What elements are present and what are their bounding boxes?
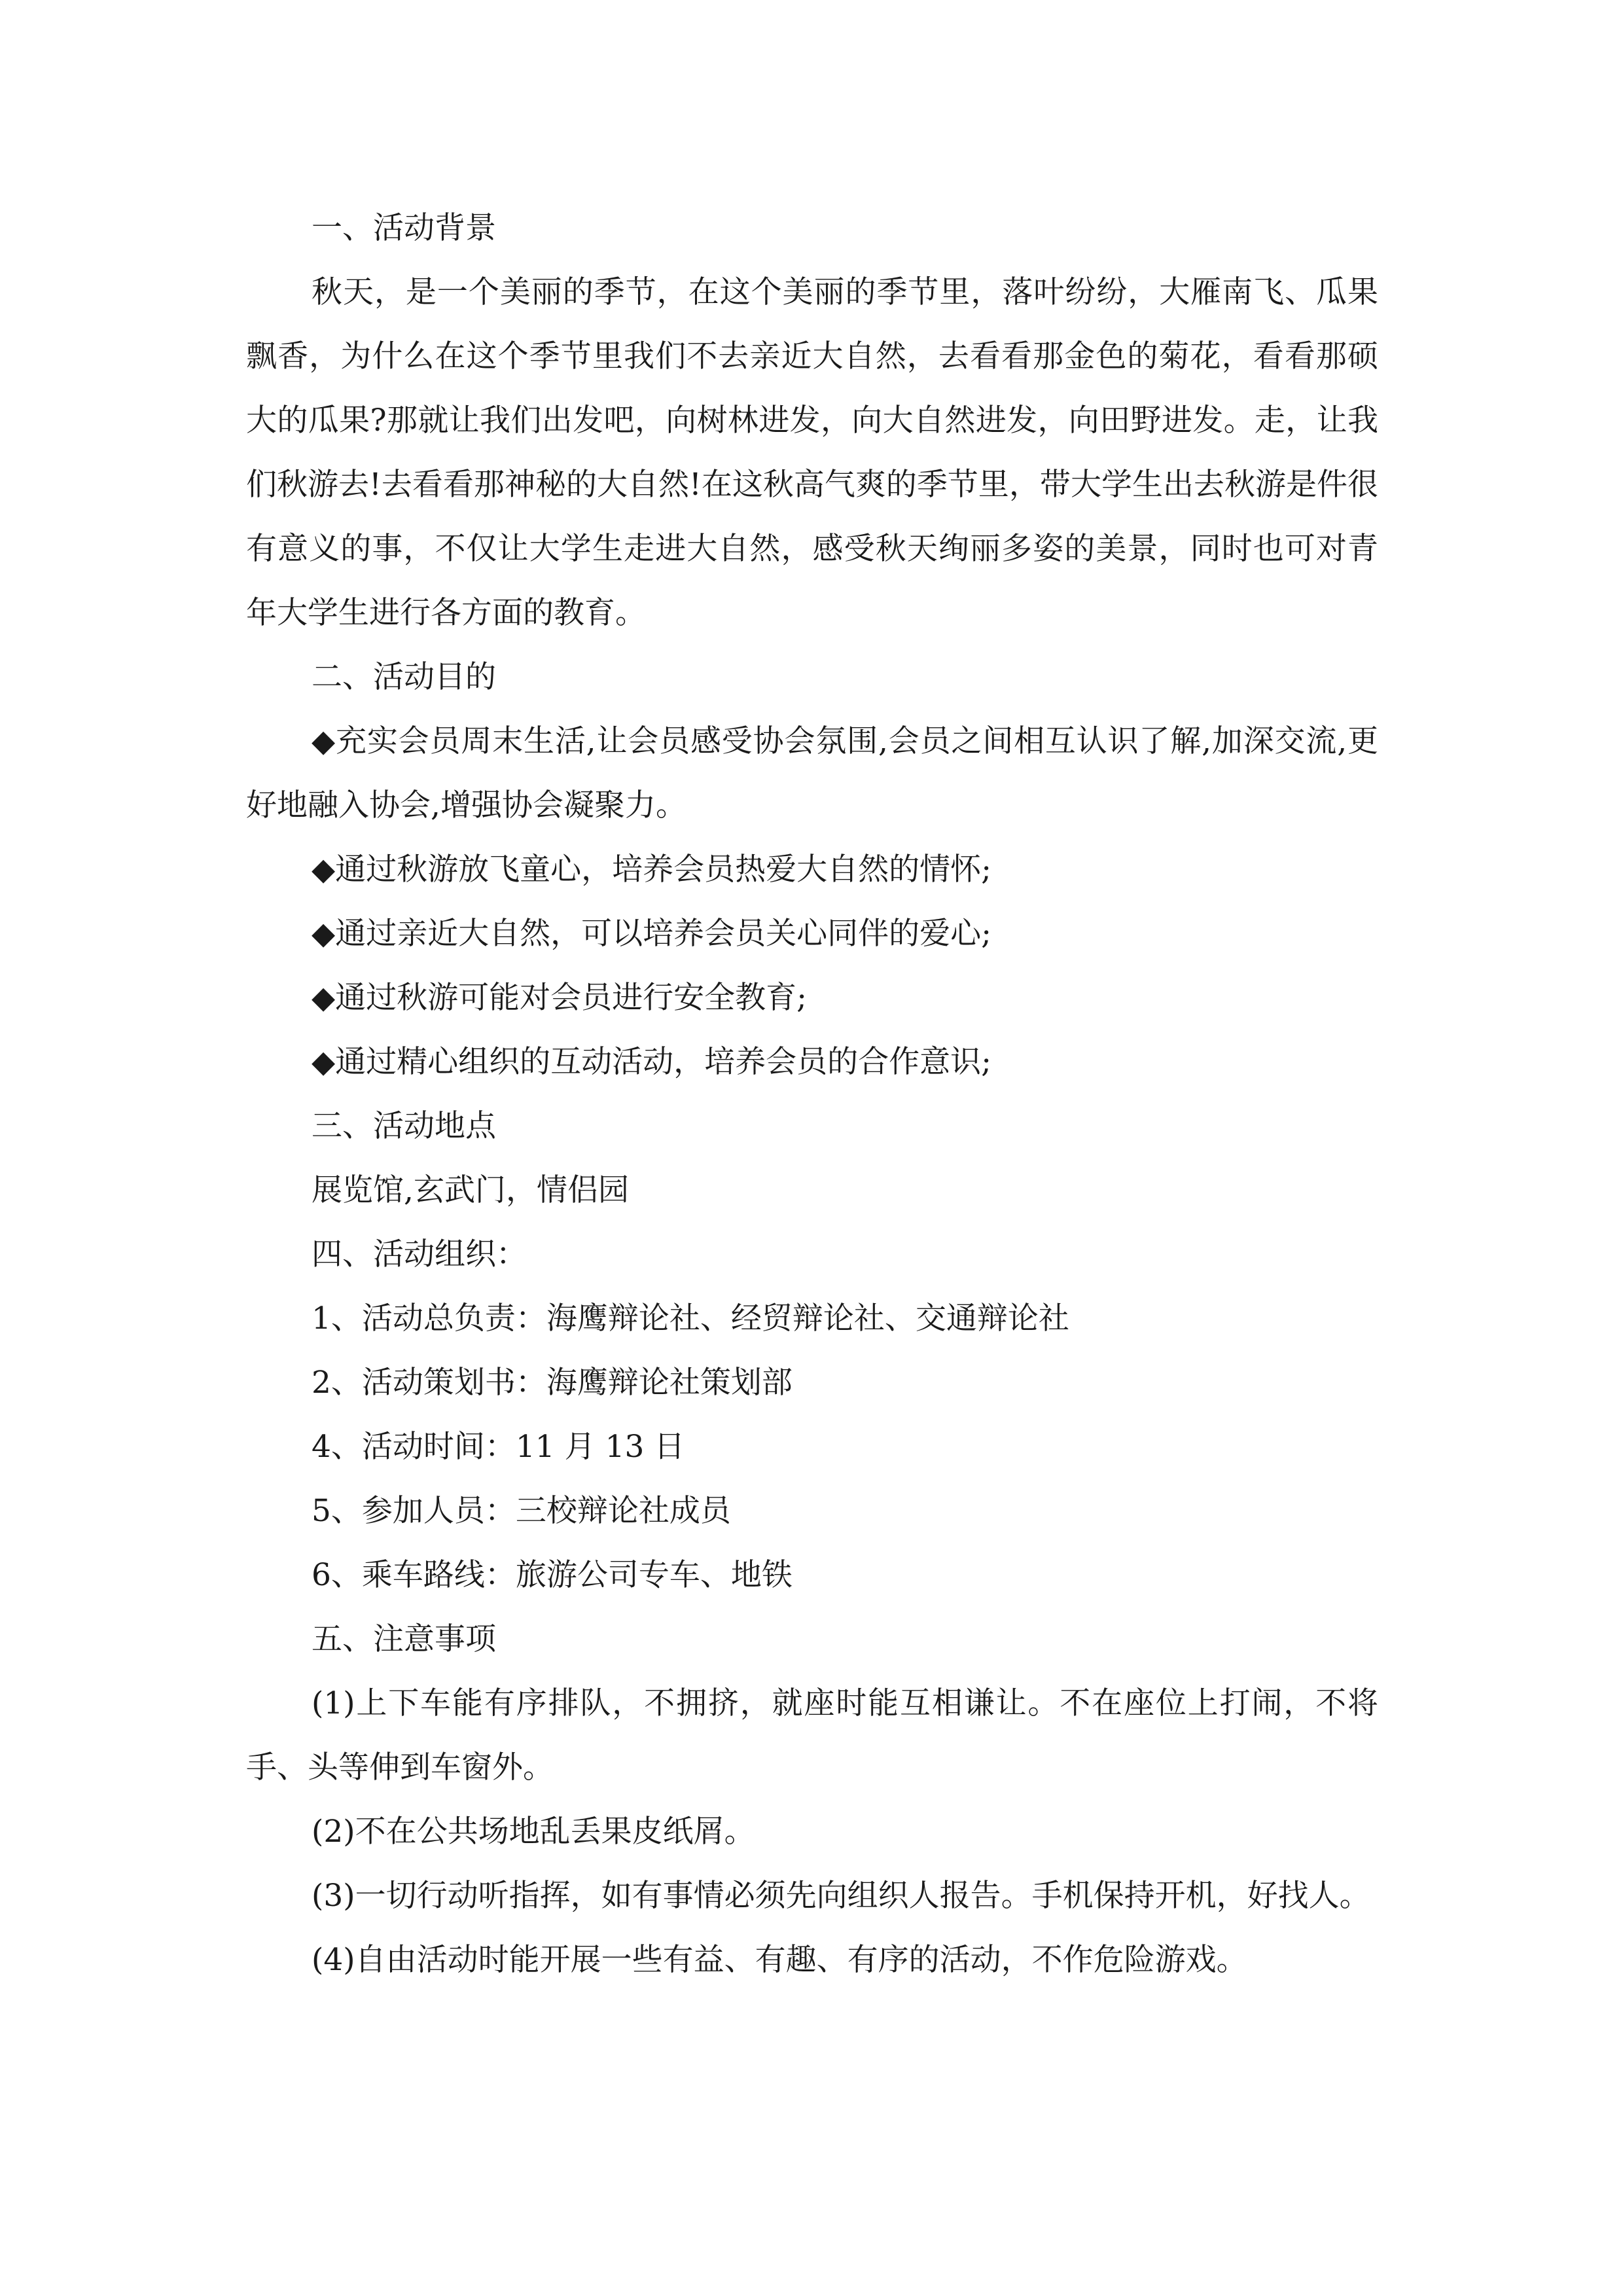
location-text: 展览馆,玄武门，情侣园 [312,1172,629,1208]
purpose-item: ◆通过秋游放飞童心，培养会员热爱大自然的情怀; [312,852,991,888]
notes-item: (2)不在公共场地乱丢果皮纸屑。 [312,1814,755,1850]
section-heading-background: 一、活动背景 [312,210,496,246]
organization-item: 4、活动时间：11 月 13 日 [312,1429,685,1465]
section-heading-location: 三、活动地点 [312,1108,496,1144]
purpose-item: ◆充实会员周末生活,让会员感受协会氛围,会员之间相互认识了解,加深交流,更好地融入协会,增强协会凝聚力。 [246,723,1378,823]
organization-item: 6、乘车路线：旅游公司专车、地铁 [312,1557,793,1593]
organization-item: 1、活动总负责：海鹰辩论社、经贸辩论社、交通辩论社 [312,1300,1069,1336]
document-body [246,196,1378,1992]
purpose-item: ◆通过精心组织的互动活动，培养会员的合作意识; [312,1044,991,1080]
section-heading-notes: 五、注意事项 [312,1621,496,1657]
notes-item: (1)上下车能有序排队，不拥挤，就座时能互相谦让。不在座位上打闹，不将手、头等伸到车窗外。 [246,1685,1378,1785]
organization-item: 2、活动策划书：海鹰辩论社策划部 [312,1365,793,1401]
organization-item: 5、参加人员：三校辩论社成员 [312,1493,731,1529]
background-paragraph: 秋天，是一个美丽的季节，在这个美丽的季节里，落叶纷纷，大雁南飞、瓜果飘香，为什么在这个季节里我们不去亲近大自然，去看看那金色的菊花，看看那硕大的瓜果?那就让我们出发吧，向树林进发，向大自然进发，向田野进发。走，让我们秋游去!去看看那神秘的大自然!在这秋高气爽的季节里，带大学生出去秋游是件很有意义的事，不仅让大学生走进大自然，感受秋天绚丽多姿的美景，同时也可对青年大学生进行各方面的教育。 [246,274,1378,631]
section-heading-organization: 四、活动组织： [312,1236,527,1272]
section-heading-purpose: 二、活动目的 [312,659,496,695]
notes-item: (4)自由活动时能开展一些有益、有趣、有序的活动，不作危险游戏。 [312,1942,1247,1978]
purpose-item: ◆通过亲近大自然，可以培养会员关心同伴的爱心; [312,916,991,952]
purpose-item: ◆通过秋游可能对会员进行安全教育; [312,980,807,1016]
notes-item: (3)一切行动听指挥，如有事情必须先向组织人报告。手机保持开机，好找人。 [312,1878,1370,1914]
